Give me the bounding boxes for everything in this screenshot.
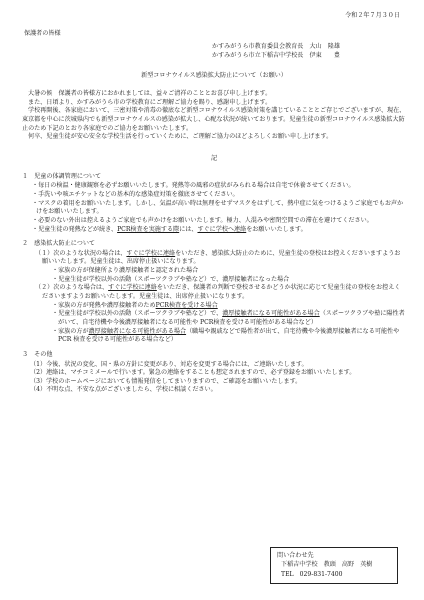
pcr-item-post: をお願いいたします。 bbox=[246, 225, 307, 233]
ki-heading: 記 bbox=[210, 155, 218, 163]
case-text: ・家族の方が発熱や濃厚接触者のため bbox=[52, 301, 156, 309]
section2-heading: ２ 感染拡大防止について bbox=[22, 240, 96, 248]
point1-case: ・児童生徒が学校以外の活動（スポーツクラブや塾など）で、濃厚接触者になった場合 bbox=[52, 275, 290, 283]
section2-point1 bbox=[22, 250, 406, 267]
pcr-item-pre: ・児童生徒の発熱などが続き、 bbox=[32, 225, 118, 233]
point2-case bbox=[22, 302, 406, 311]
section3-heading: ３ その他 bbox=[22, 350, 53, 358]
case-text: ・児童生徒が学校以外の活動（スポーツクラブや塾など）で、 bbox=[52, 310, 223, 318]
point1-rest: をいただき、感染拡大防止のために、児童生徒の登校はお控えくださいますようお願いいたします。児童生徒は、出席停止扱いになります。 bbox=[42, 249, 401, 266]
sender-superintendent: かすみがうら市教育委員会教育長 大山 隆雄 bbox=[212, 43, 340, 51]
case-note: （スポーツクラブや塾に陽性者がいて、自宅待機や今後濃厚接触者になる可能性や PCR検査を受ける可能性がある場合など） bbox=[58, 310, 405, 326]
section3-item: （4）不明な点、不安な点がございましたら、学校に相談ください。 bbox=[30, 386, 217, 394]
case-underline: 濃厚接触者になる可能性がある場合 bbox=[222, 310, 320, 318]
request-paragraph: 何卒、児童生徒が安心安全な学校生活を行っていくために、ご理解ご協力のほどよろしくお願い申し上げます。 bbox=[28, 133, 333, 141]
point2-rest: をいただき、保護者の判断で登校させるかどうか状況に応じて児童生徒の登校をお控えくださいますようお願いいたします。児童生徒は、出席停止扱いになります。 bbox=[42, 284, 401, 301]
contact-person: 下稲吉中学校 教頭 高野 英樹 bbox=[281, 561, 373, 569]
case-note: （職場や親戚などで陽性者が出て、自宅待機や今後濃厚接触者になる可能性やPCR 検査を受ける可能性がある場合など） bbox=[58, 327, 400, 344]
point2-lead: （２）次のような場合は、 bbox=[35, 284, 109, 292]
greeting-paragraph: 大暑の候 保護者の皆様方におかれましては、益々ご清祥のこととお喜び申し上げます。 bbox=[28, 90, 272, 98]
section1-item: ・手洗いや咳エチケットなどの基本的な感染症対策を徹底させてください。 bbox=[32, 190, 239, 198]
thanks-paragraph: また、日頃より、かすみがうら市の学校教育にご理解ご協力を賜り、感謝申し上げます。 bbox=[28, 98, 272, 106]
situation-paragraph: 学校再開後、各家庭において、三密対策や消毒の徹底など新型コロナウイルス感染対策を講じていることとご存じでございますが、現在、東京都を中心に茨城県内でも新型コロナウイルスの感染が拡大し、心配な状況が続いております。児童生徒の新型コロナウイルス感染拡大防止のため下記のとおり各家庭でのご協力をお願いいたします。 bbox=[22, 107, 406, 132]
section1-item: ・必要のない外出は控えるようご家庭でも声かけをお願いいたします。極力、人混みや密閉空間での滞在を避けてください。 bbox=[32, 216, 373, 224]
section3-item: （2）連絡は、マチコミメールで行います。緊急の連絡をすることも想定されますので、必ず登録をお願いいたします。 bbox=[30, 369, 356, 377]
case-text: ・家族の方が bbox=[52, 327, 89, 335]
notice-title: 新型コロナウイルス感染拡大防止について（お願い） bbox=[141, 71, 287, 79]
point2-case bbox=[22, 328, 406, 345]
section1-item: ・毎日の検温・健康観察を必ずお願いいたします。発熱等の風邪の症状がみられる場合は自宅で休養させてください。 bbox=[32, 182, 355, 190]
letter-date: 令和２年７月３０日 bbox=[345, 12, 400, 19]
sender-principal: かすみがうら市立下稲吉中学校長 伊東 豊 bbox=[212, 51, 340, 59]
addressee: 保護者の皆様 bbox=[24, 29, 61, 37]
section3-item: （3）学校のホームページにおいても情報発信をしてまいりますので、ご確認をお願いいたします。 bbox=[30, 377, 302, 385]
case-underline: 濃厚接触者になる可能性がある場合 bbox=[88, 327, 187, 335]
contact-phone: TEL 029-831-7400 bbox=[281, 570, 343, 578]
pcr-item-underline-2: すぐに学校へ連絡 bbox=[197, 225, 247, 233]
pcr-item-underline-1: PCR検査を実施する際 bbox=[117, 225, 180, 233]
point1-underline: すぐに学校に連絡 bbox=[126, 249, 176, 257]
point2-case bbox=[22, 310, 406, 327]
contact-label: 問い合わせ先 bbox=[277, 552, 314, 559]
senders-block bbox=[212, 43, 406, 60]
pcr-item-mid: には、 bbox=[179, 225, 198, 233]
section1-item: ・マスクの着用をお願いいたします。しかし、気温が高い時は無理をせずマスクをはずして、熱中症に気をつけるようご家庭でもお声かけをお願いいたします。 bbox=[32, 199, 404, 216]
point1-case: ・家族の方が保健所より濃厚接触者と認定された場合 bbox=[52, 267, 199, 275]
point2-underline: すぐに学校に連絡 bbox=[108, 284, 157, 292]
case-underline: PCR検査を受ける場合 bbox=[155, 301, 218, 309]
section2-point2 bbox=[22, 284, 406, 301]
section1-heading: １ 児童の体調管理について bbox=[22, 172, 102, 180]
contact-box bbox=[270, 547, 398, 584]
point1-lead: （１）次のような状況の場合は、 bbox=[35, 249, 127, 257]
section1-pcr-item bbox=[22, 226, 406, 235]
section3-item: （1）今後、状況の変化、国・県の方針に変更があり、対応を変更する場合には、ご連絡いたします。 bbox=[30, 360, 308, 368]
